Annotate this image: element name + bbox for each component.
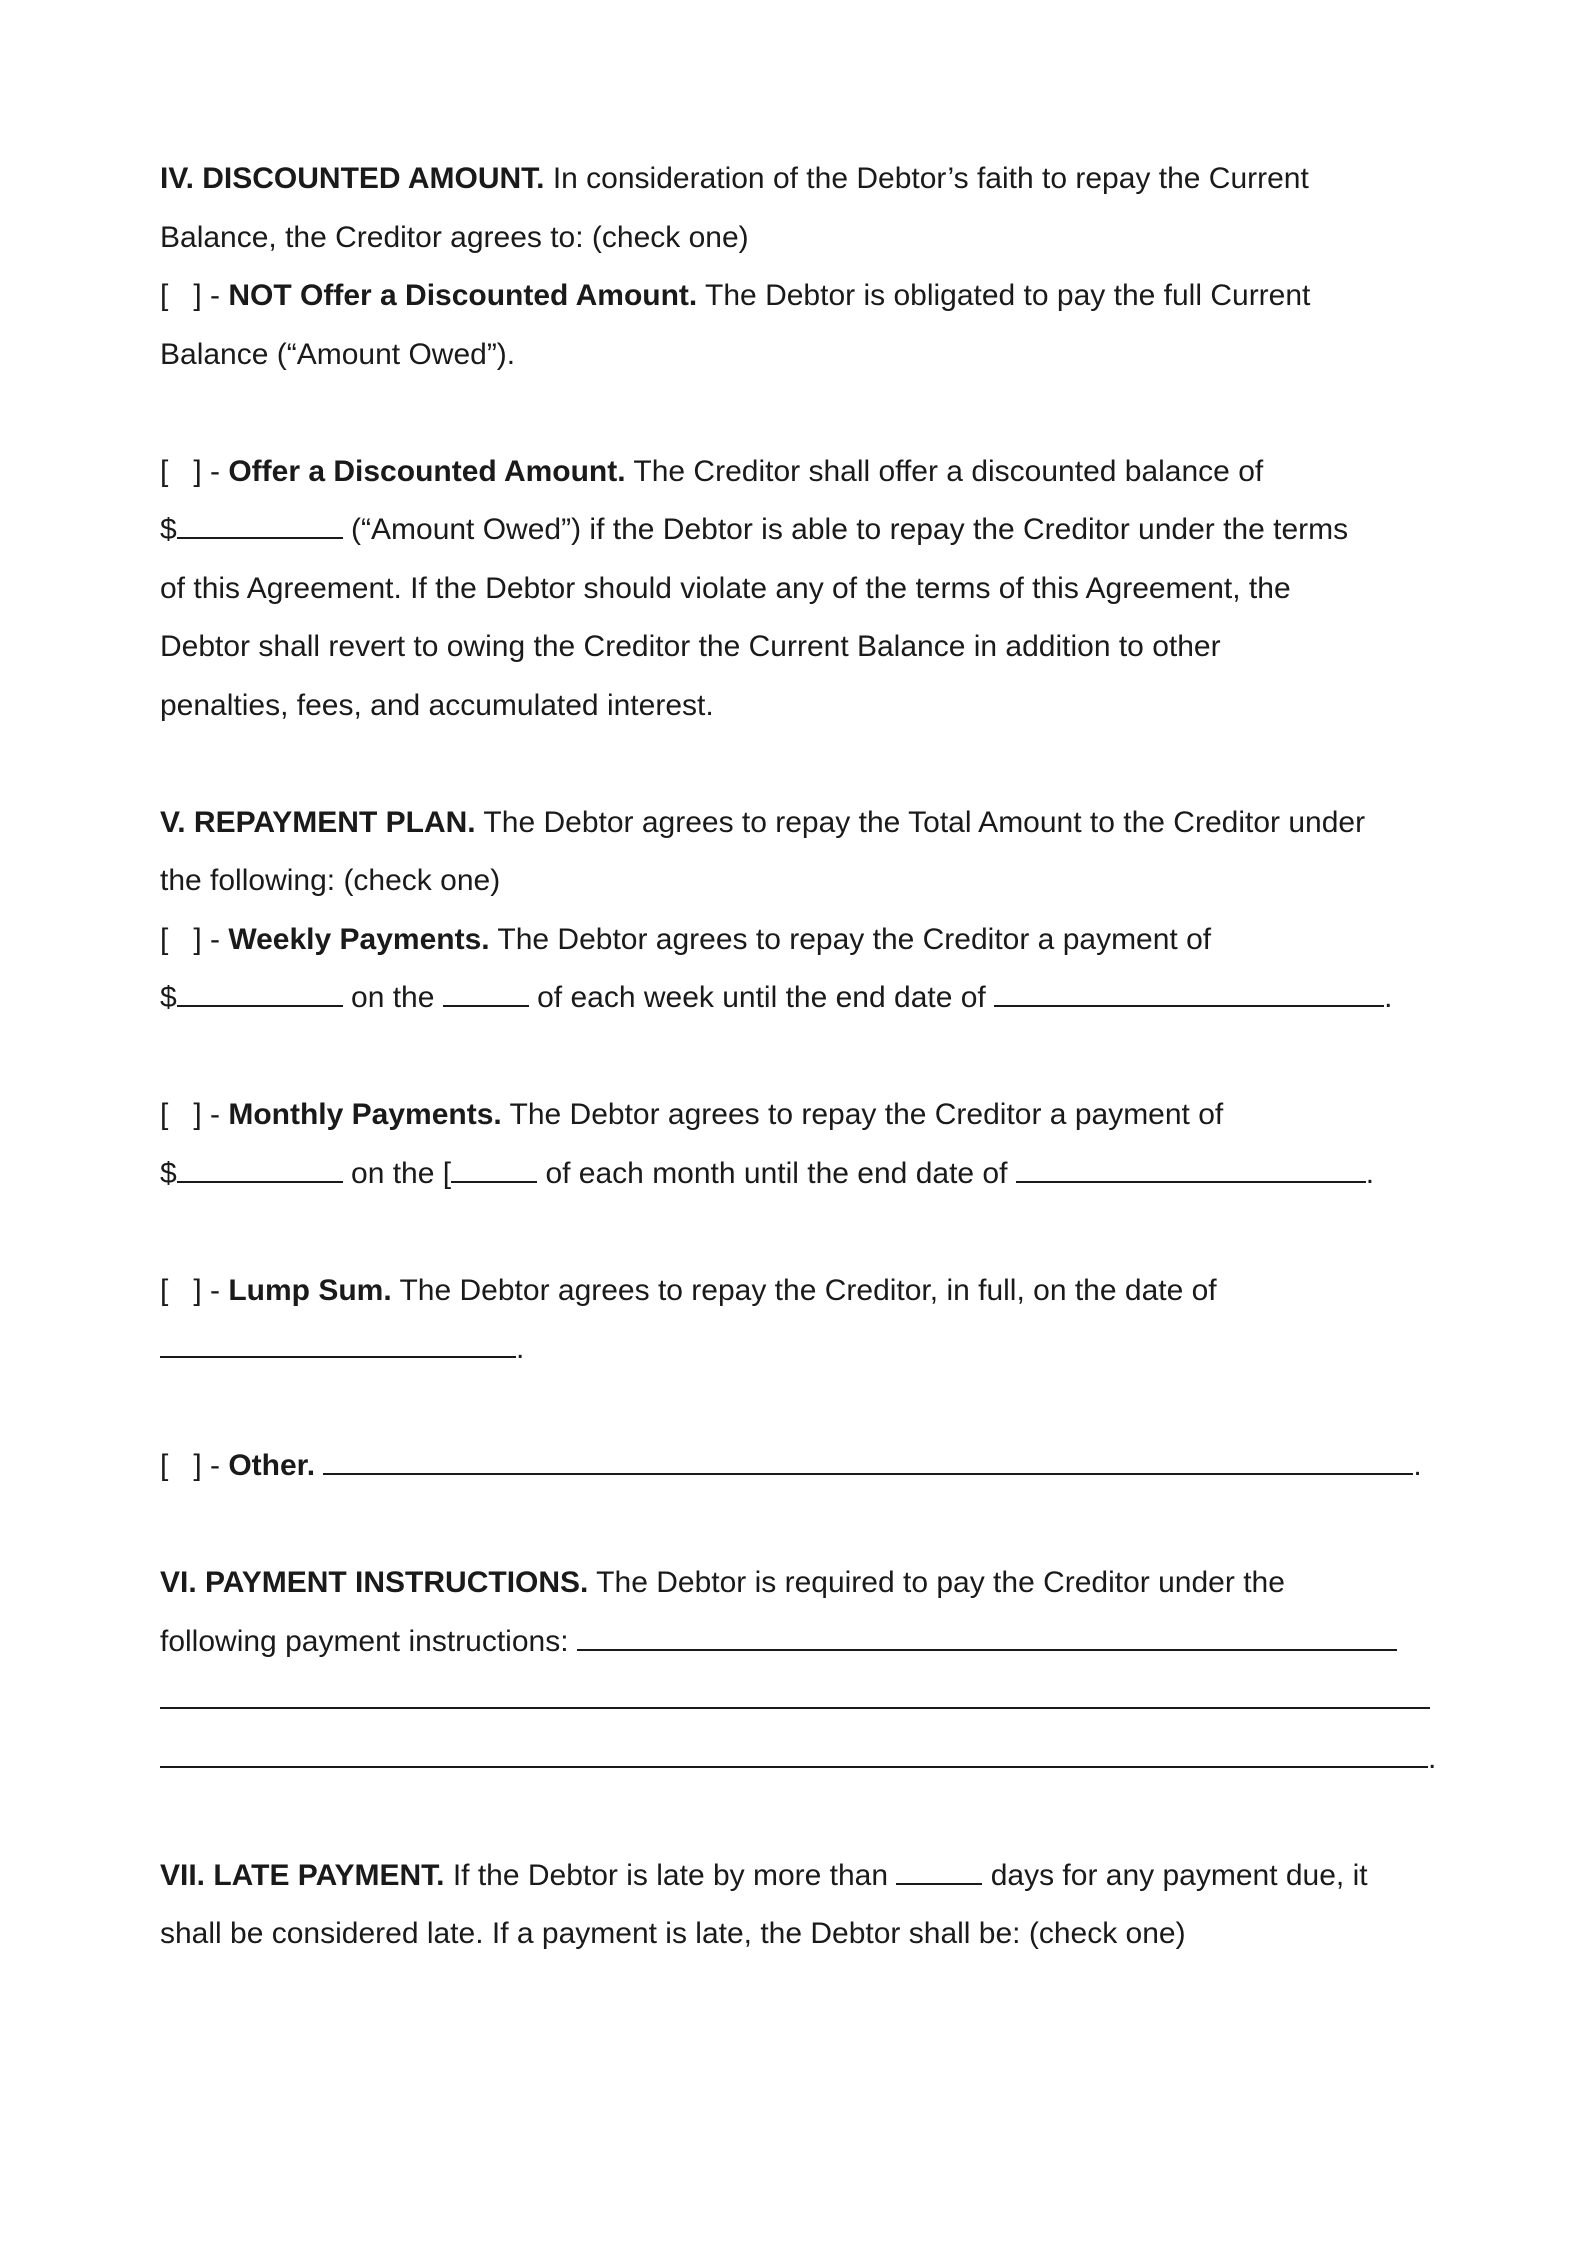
section-v-line-2 bbox=[160, 852, 1440, 911]
other-label: Other. bbox=[228, 1449, 316, 1482]
option-offer-line-3 bbox=[160, 560, 1440, 619]
weekly-end-date-blank[interactable] bbox=[994, 981, 1384, 1007]
weekly-label: Weekly Payments. bbox=[228, 922, 490, 956]
checkbox-other[interactable]: [ ] - bbox=[160, 1449, 229, 1482]
spacer bbox=[160, 1203, 1440, 1262]
option-offer-text-4: Debtor shall revert to owing the Creditor the Current Balance in addition to other bbox=[160, 630, 1221, 663]
option-offer-line-1 bbox=[160, 443, 1440, 502]
checkbox-lump-sum[interactable]: [ ] - bbox=[160, 1273, 229, 1307]
section-vi-line-3 bbox=[160, 1671, 1440, 1730]
option-not-offer-text: The Debtor is obligated to pay the full Current bbox=[697, 279, 1311, 312]
section-vii-line-1 bbox=[160, 1847, 1440, 1906]
dollar-sign: $ bbox=[160, 513, 177, 546]
option-offer-label: Offer a Discounted Amount. bbox=[228, 454, 626, 488]
section-vii-text: If the Debtor is late by more than bbox=[444, 1858, 897, 1892]
spacer bbox=[160, 1028, 1440, 1087]
discount-amount-blank[interactable] bbox=[177, 513, 343, 539]
monthly-text: The Debtor agrees to repay the Creditor a payment of bbox=[501, 1098, 1224, 1131]
spacer bbox=[160, 384, 1440, 443]
option-not-offer-line-2 bbox=[160, 326, 1440, 385]
monthly-amount-blank[interactable] bbox=[177, 1157, 343, 1183]
period: . bbox=[1365, 1156, 1375, 1190]
spacer bbox=[160, 1496, 1440, 1555]
monthly-line-1 bbox=[160, 1086, 1440, 1145]
late-days-blank[interactable] bbox=[896, 1859, 982, 1885]
option-offer-text-5: penalties, fees, and accumulated interest. bbox=[160, 688, 714, 722]
section-iv-line-1 bbox=[160, 150, 1440, 209]
section-vi-heading: VI. PAYMENT INSTRUCTIONS. bbox=[160, 1566, 589, 1599]
period: . bbox=[516, 1332, 525, 1365]
lump-sum-text: The Debtor agrees to repay the Creditor, in full, on the date of bbox=[391, 1273, 1217, 1307]
section-v-intro: The Debtor agrees to repay the Total Amount to the Creditor under bbox=[475, 805, 1366, 839]
spacer bbox=[160, 1379, 1440, 1438]
section-vii-text-3: shall be considered late. If a payment is late, the Debtor shall be: (check one) bbox=[160, 1917, 1186, 1950]
section-iv-heading: IV. DISCOUNTED AMOUNT. bbox=[160, 162, 545, 195]
section-vi-line-1 bbox=[160, 1554, 1440, 1613]
section-vi-line-4 bbox=[160, 1730, 1440, 1789]
option-offer-line-5 bbox=[160, 677, 1440, 736]
weekly-line-2 bbox=[160, 969, 1440, 1028]
weekly-text: The Debtor agrees to repay the Creditor a payment of bbox=[489, 922, 1212, 956]
document-body bbox=[160, 150, 1440, 1964]
section-vii-line-2 bbox=[160, 1905, 1440, 1964]
monthly-line-2 bbox=[160, 1145, 1440, 1204]
period: . bbox=[1428, 1741, 1437, 1775]
section-vi-intro-cont: following payment instructions: bbox=[160, 1624, 577, 1658]
other-line bbox=[160, 1437, 1440, 1496]
payment-instructions-blank-2[interactable] bbox=[160, 1683, 1430, 1709]
option-not-offer-text-cont: Balance (“Amount Owed”). bbox=[160, 337, 516, 371]
section-vi-line-2 bbox=[160, 1613, 1440, 1672]
spacer bbox=[160, 735, 1440, 794]
spacer bbox=[160, 1788, 1440, 1847]
section-v-heading: V. REPAYMENT PLAN. bbox=[160, 805, 476, 839]
section-v-line-1 bbox=[160, 794, 1440, 853]
lump-sum-line-1 bbox=[160, 1262, 1440, 1321]
section-iv-intro-cont: Balance, the Creditor agrees to: (check one) bbox=[160, 220, 749, 254]
monthly-label: Monthly Payments. bbox=[228, 1098, 502, 1131]
lump-sum-date-blank[interactable] bbox=[160, 1332, 516, 1358]
section-vi-intro: The Debtor is required to pay the Creditor under the bbox=[588, 1566, 1285, 1599]
checkbox-monthly[interactable]: [ ] - bbox=[160, 1098, 229, 1131]
period: . bbox=[1413, 1449, 1422, 1482]
checkbox-not-offer[interactable]: [ ] - bbox=[160, 279, 229, 312]
section-v-intro-cont: the following: (check one) bbox=[160, 864, 501, 897]
dollar-sign: $ bbox=[160, 1156, 177, 1190]
section-iv-intro: In consideration of the Debtor’s faith to repay the Current bbox=[544, 162, 1309, 195]
option-offer-line-4 bbox=[160, 618, 1440, 677]
weekly-on-the: on the bbox=[342, 981, 443, 1014]
monthly-day-blank[interactable] bbox=[451, 1157, 537, 1183]
monthly-text-2: of each month until the end date of bbox=[537, 1156, 1016, 1190]
option-offer-line-2 bbox=[160, 501, 1440, 560]
monthly-end-date-blank[interactable] bbox=[1016, 1157, 1366, 1183]
monthly-on-the: on the [ bbox=[342, 1156, 452, 1190]
weekly-line-1 bbox=[160, 911, 1440, 970]
checkbox-offer[interactable]: [ ] - bbox=[160, 454, 229, 488]
section-iv-line-2 bbox=[160, 209, 1440, 268]
lump-sum-line-2 bbox=[160, 1320, 1440, 1379]
option-offer-text-3: of this Agreement. If the Debtor should violate any of the terms of this Agreement, the bbox=[160, 571, 1291, 605]
option-offer-text-2: (“Amount Owed”) if the Debtor is able to repay the Creditor under the terms bbox=[342, 513, 1349, 546]
option-not-offer-line-1 bbox=[160, 267, 1440, 326]
weekly-day-blank[interactable] bbox=[443, 981, 529, 1007]
option-offer-text: The Creditor shall offer a discounted balance of bbox=[625, 454, 1264, 488]
section-vii-text-2: days for any payment due, it bbox=[982, 1858, 1368, 1892]
payment-instructions-blank-1[interactable] bbox=[577, 1625, 1397, 1651]
weekly-text-2: of each week until the end date of bbox=[528, 981, 995, 1014]
payment-instructions-blank-3[interactable] bbox=[160, 1742, 1428, 1768]
period: . bbox=[1384, 981, 1393, 1014]
dollar-sign: $ bbox=[160, 981, 177, 1014]
lump-sum-label: Lump Sum. bbox=[228, 1273, 392, 1307]
other-blank[interactable] bbox=[323, 1449, 1413, 1475]
option-not-offer-label: NOT Offer a Discounted Amount. bbox=[228, 279, 698, 312]
weekly-amount-blank[interactable] bbox=[177, 981, 343, 1007]
checkbox-weekly[interactable]: [ ] - bbox=[160, 922, 229, 956]
section-vii-heading: VII. LATE PAYMENT. bbox=[160, 1858, 445, 1892]
